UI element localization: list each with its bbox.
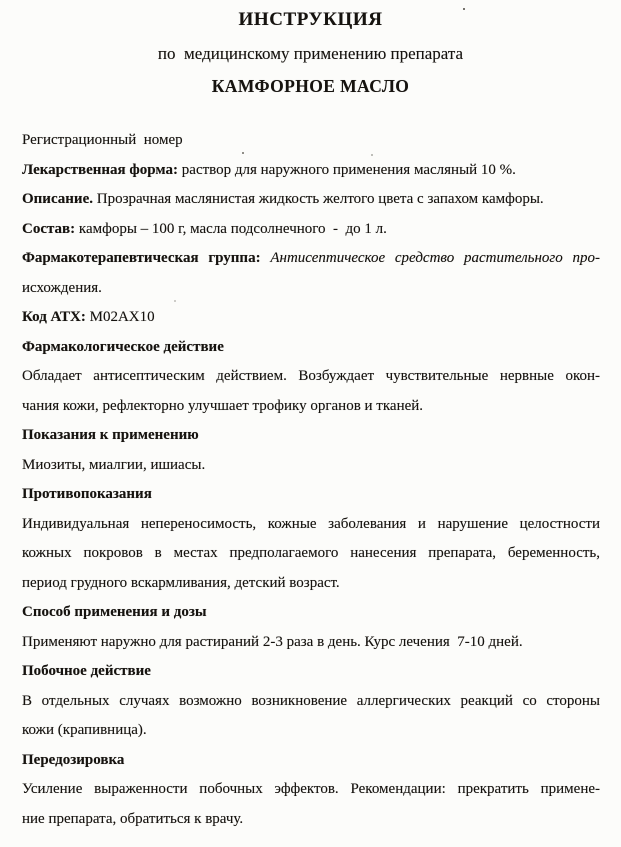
doc-body: [0, 126, 621, 834]
indications-line-1: Миозиты, миалгии, ишиасы.: [22, 456, 206, 473]
drug-name: КАМФОРНОЕ МАСЛО: [211, 76, 410, 96]
side-effects-line-2: кожи (крапивница).: [22, 722, 147, 738]
title-block: [0, 0, 621, 99]
pharm-group-line-1: [22, 244, 600, 274]
pharm-group-line-2: [22, 274, 600, 304]
dosage-form-label: Лекарственная форма:: [22, 161, 179, 178]
administration-heading: Способ применения и дозы: [22, 604, 207, 620]
dosage-form-text: раствор для наружного применения масляный 10 %.: [181, 161, 516, 178]
doc-subtitle: по медицинскому применению препарата: [157, 44, 464, 63]
atc-code-label: Код АТХ:: [22, 309, 86, 325]
pharm-group-text: Антисептическое средство растительного про-: [270, 250, 601, 266]
pharm-group-label: Фармакотерапевтическая группа:: [22, 250, 261, 266]
description-text: Прозрачная маслянистая жидкость желтого цвета с запахом камфоры.: [96, 191, 544, 207]
atc-code-text: M02AX10: [89, 309, 155, 325]
contraindications-line-1: Индивидуальная непереносимость, кожные заболевания и нарушение целостности: [22, 515, 600, 532]
pharm-action-heading: Фармакологическое действие: [22, 338, 224, 355]
overdose-line-2: ние препарата, обратиться к врачу.: [22, 810, 244, 827]
scan-speck: [174, 300, 176, 302]
description-line: [22, 185, 600, 215]
overdose-line-1: Усиление выраженности побочных эффектов. Рекомендации: прекратить примене-: [22, 781, 600, 797]
dosage-form-line: [22, 156, 600, 186]
contraindications-heading: Противопоказания: [22, 486, 152, 502]
reg-number-text: Регистрационный номер: [22, 132, 183, 148]
scan-speck: [463, 8, 465, 10]
pharm-group-text-cont: исхождения.: [22, 279, 102, 296]
scan-speck: [371, 154, 373, 156]
pharm-action-line-1: Обладает антисептическим действием. Возбуждает чувствительные нервные окон-: [22, 368, 600, 384]
doc-title: ИНСТРУКЦИЯ: [238, 9, 383, 30]
indications-heading: Показания к применению: [22, 427, 199, 443]
pharm-action-line-2: чания кожи, рефлекторно улучшает трофику органов и тканей.: [22, 397, 424, 414]
side-effects-heading: Побочное действие: [22, 663, 151, 679]
scan-speck: [242, 152, 244, 154]
composition-text: камфоры – 100 г, масла подсолнечного - до 1 л.: [78, 220, 387, 237]
reg-number-line: [22, 126, 600, 156]
contraindications-line-2: кожных покровов в местах предполагаемого нанесения препарата, беременность,: [22, 545, 600, 561]
composition-line: [22, 215, 600, 245]
description-label: Описание.: [22, 191, 93, 207]
administration-line-1: Применяют наружно для растираний 2-3 раза в день. Курс лечения 7-10 дней.: [22, 633, 523, 650]
overdose-heading: Передозировка: [22, 751, 125, 768]
contraindications-line-3: период грудного вскармливания, детский возраст.: [22, 574, 340, 591]
atc-code-line: [22, 303, 600, 333]
composition-label: Состав:: [22, 220, 76, 237]
side-effects-line-1: В отдельных случаях возможно возникновение аллергических реакций со стороны: [22, 692, 600, 709]
